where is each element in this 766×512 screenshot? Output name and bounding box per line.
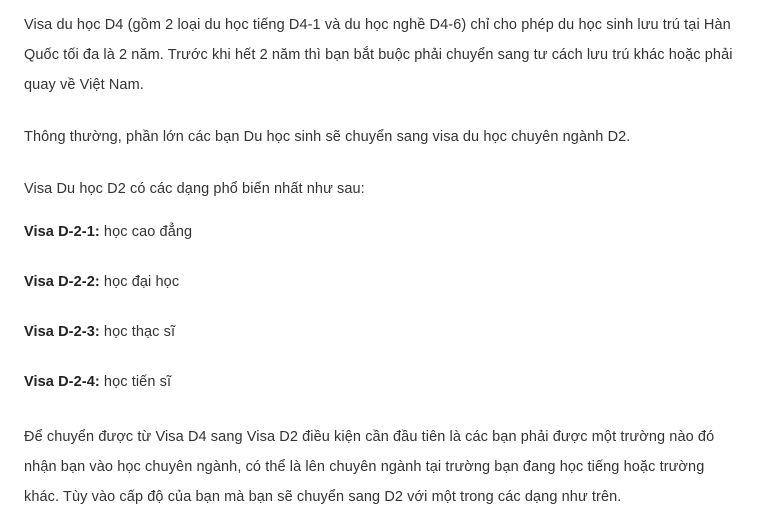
visa-label-d-2-4: Visa D-2-4: — [24, 374, 100, 390]
visa-item-d-2-1 — [24, 220, 742, 244]
visa-label-d-2-2: Visa D-2-2: — [24, 274, 100, 290]
visa-label-d-2-3: Visa D-2-3: — [24, 324, 100, 340]
visa-label-d-2-1: Visa D-2-1: — [24, 224, 100, 240]
paragraph-d2-intro: Visa Du học D2 có các dạng phổ biến nhất như sau: — [24, 181, 365, 197]
visa-item-d-2-3 — [24, 320, 742, 344]
visa-desc-d-2-4: học tiến sĩ — [99, 374, 172, 390]
paragraph-visa-d4-overview: Visa du học D4 (gồm 2 loại du học tiếng D4-1 và du học nghề D4-6) chỉ cho phép du học sinh lưu trú tại Hàn Quốc tối đa là 2 năm. Trước khi hết 2 năm thì bạn bắt buộc phải chuyển sang tư cách lưu trú khác hoặc phải quay về Việt Nam. — [24, 17, 733, 93]
paragraph-transition-note: Thông thường, phần lớn các bạn Du học sinh sẽ chuyển sang visa du học chuyên ngành D2. — [24, 129, 631, 145]
visa-item-d-2-4 — [24, 370, 742, 394]
visa-desc-d-2-3: học thạc sĩ — [99, 324, 176, 340]
paragraph-d4-to-d2-conditions: Để chuyển được từ Visa D4 sang Visa D2 điều kiện cần đầu tiên là các bạn phải được một trường nào đó nhận bạn vào học chuyên ngành, có thể là lên chuyên ngành tại trường bạn đang học tiếng hoặc trường khác. Tùy vào cấp độ của bạn mà bạn sẽ chuyển sang D2 với một trong các dạng như trên. — [24, 429, 715, 505]
visa-desc-d-2-1: học cao đẳng — [99, 224, 193, 240]
visa-desc-d-2-2: học đại học — [99, 274, 180, 290]
visa-item-d-2-2 — [24, 270, 742, 294]
